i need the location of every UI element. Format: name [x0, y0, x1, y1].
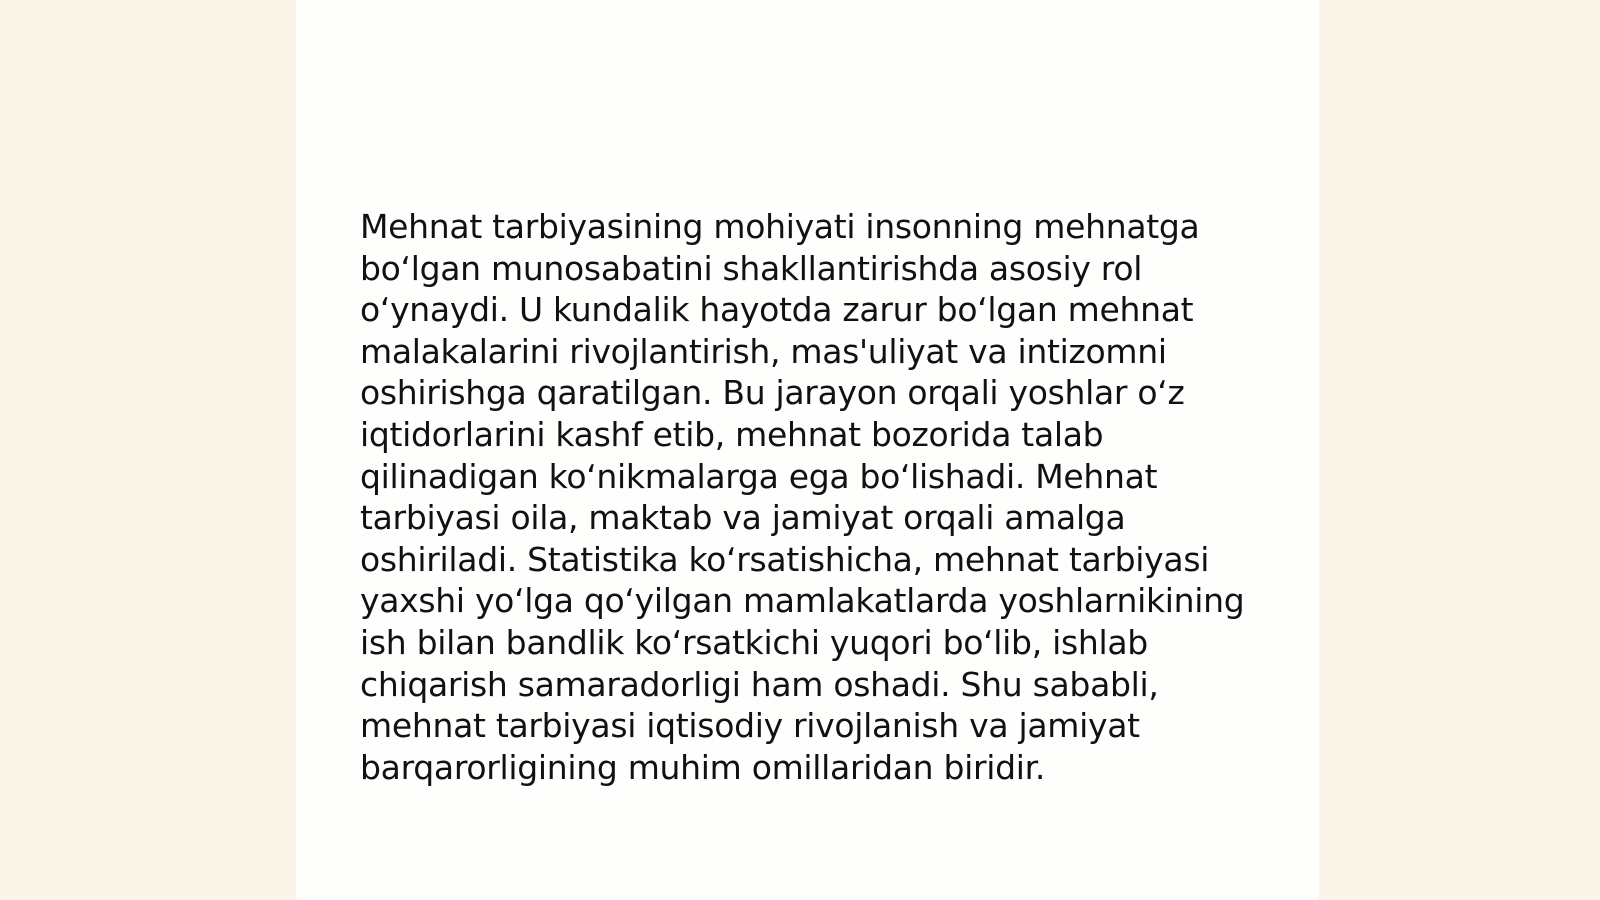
paragraph-line: iqtidorlarini kashf etib, mehnat bozorida talab [360, 414, 1104, 454]
paragraph-line: malakalarini rivojlantirish, mas'uliyat va intizomni [360, 331, 1167, 371]
paragraph-line: tarbiyasi oila, maktab va jamiyat orqali amalga [360, 498, 1126, 538]
slide [296, 0, 1319, 900]
paragraph-line: barqarorligining muhim omillaridan biridir. [360, 747, 1046, 787]
paragraph-line: oshiriladi. Statistika koʻrsatishicha, mehnat tarbiyasi [360, 539, 1210, 579]
paragraph-line: yaxshi yoʻlga qoʻyilgan mamlakatlarda yoshlarnikining [360, 581, 1245, 621]
paragraph-line: boʻlgan munosabatini shakllantirishda asosiy rol [360, 248, 1143, 288]
paragraph-line: Mehnat tarbiyasining mohiyati insonning mehnatga [360, 207, 1200, 246]
paragraph-line: ish bilan bandlik koʻrsatkichi yuqori boʻlib, ishlab [360, 622, 1148, 662]
paragraph-line: chiqarish samaradorligi ham oshadi. Shu sababli, [360, 664, 1159, 704]
paragraph-line: oshirishga qaratilgan. Bu jarayon orqali yoshlar oʻz [360, 373, 1185, 413]
paragraph-line: mehnat tarbiyasi iqtisodiy rivojlanish va jamiyat [360, 706, 1140, 746]
slide-body-paragraph [360, 206, 1260, 788]
paragraph-line: qilinadigan koʻnikmalarga ega boʻlishadi. Mehnat [360, 456, 1158, 496]
paragraph-line: oʻynaydi. U kundalik hayotda zarur boʻlgan mehnat [360, 290, 1194, 330]
